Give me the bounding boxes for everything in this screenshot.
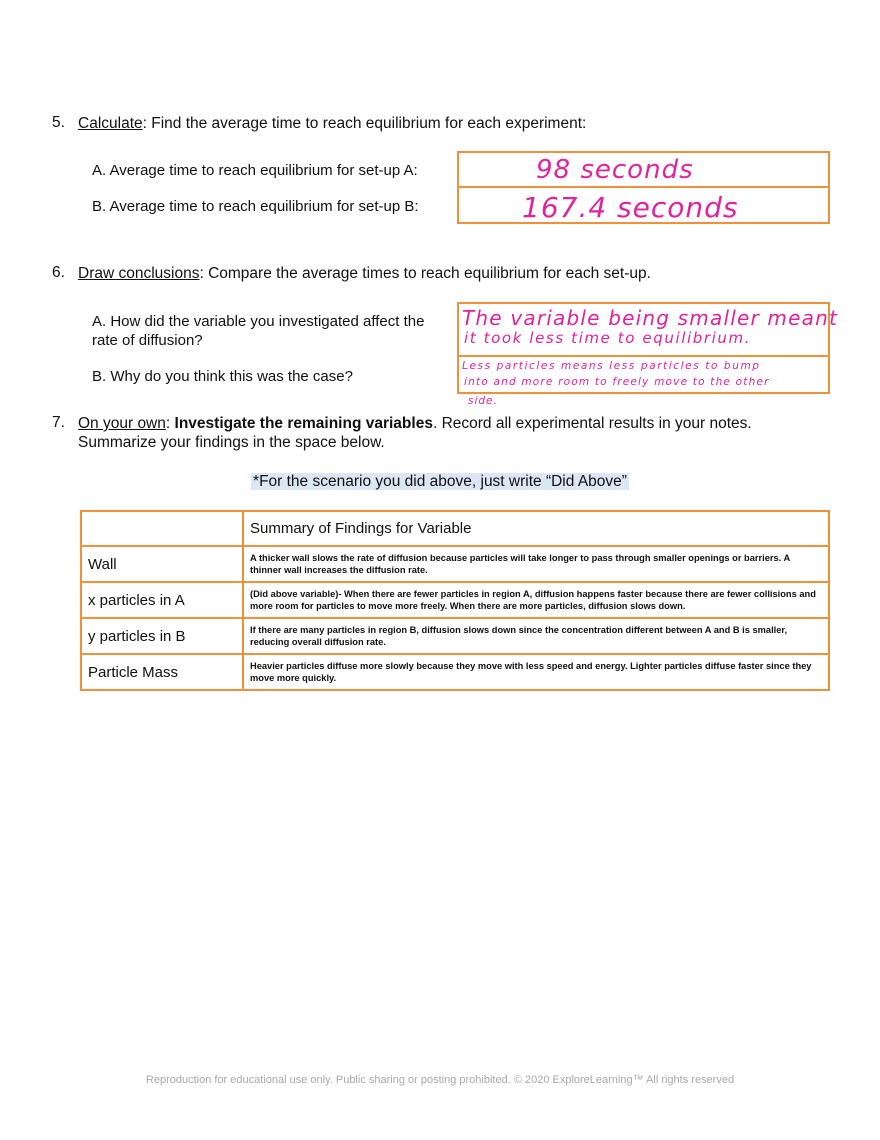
q7-bold: Investigate the remaining variables bbox=[174, 415, 433, 432]
q6-a-label-line1: A. How did the variable you investigated affect the bbox=[92, 313, 425, 330]
q6-text: : Compare the average times to reach equilibrium for each set-up. bbox=[199, 265, 651, 282]
table-corner-cell bbox=[81, 511, 243, 546]
table-header-row bbox=[81, 511, 829, 546]
row-finding[interactable]: (Did above variable)- When there are fewer particles in region A, diffusion happens faster because there are fewer collisions and more room for particles to move more freely. When there are more particles, diffusion slows down. bbox=[243, 582, 829, 618]
q5-keyword: Calculate bbox=[78, 115, 143, 132]
q5-b-label: B. Average time to reach equilibrium for set-up B: bbox=[92, 198, 419, 215]
q5-text: : Find the average time to reach equilibrium for each experiment: bbox=[142, 115, 587, 132]
table-row bbox=[81, 618, 829, 654]
row-finding[interactable]: A thicker wall slows the rate of diffusion because particles will take longer to pass through smaller openings or barriers. A thinner wall increases the diffusion rate. bbox=[243, 546, 829, 582]
q5-prompt bbox=[78, 114, 586, 133]
q5-b-answer: 167.4 seconds bbox=[522, 191, 739, 224]
q7-sep: : bbox=[165, 415, 175, 432]
q7-number: 7. bbox=[52, 414, 65, 431]
q6-b-answer-line2: into and more room to freely move to the other bbox=[464, 376, 770, 388]
q6-b-answer-line3: side. bbox=[468, 395, 498, 407]
q7-text: . Record all experimental results in your notes. bbox=[432, 415, 752, 432]
row-label: Particle Mass bbox=[81, 654, 243, 690]
q5-a-answer: 98 seconds bbox=[536, 155, 694, 185]
table-header: Summary of Findings for Variable bbox=[243, 511, 829, 546]
table-row bbox=[81, 654, 829, 690]
table-row bbox=[81, 582, 829, 618]
q7-line2: Summarize your findings in the space below. bbox=[78, 434, 385, 451]
q6-b-label: B. Why do you think this was the case? bbox=[92, 368, 353, 385]
row-label: x particles in A bbox=[81, 582, 243, 618]
q6-answer-divider bbox=[457, 355, 830, 357]
q6-a-label-line2: rate of diffusion? bbox=[92, 332, 203, 349]
summary-table bbox=[80, 510, 830, 691]
q5-a-label: A. Average time to reach equilibrium for set-up A: bbox=[92, 162, 418, 179]
q6-b-answer-line1: Less particles means less particles to bump bbox=[462, 360, 761, 372]
q7-prompt bbox=[78, 414, 752, 433]
footer-copyright: Reproduction for educational use only. Public sharing or posting prohibited. © 2020 ExploreLearning™ All rights reserved bbox=[145, 1074, 735, 1086]
row-finding[interactable]: If there are many particles in region B, diffusion slows down since the concentration different between A and B is smaller, reducing overall diffusion rate. bbox=[243, 618, 829, 654]
q5-answer-divider bbox=[457, 186, 830, 188]
row-label: Wall bbox=[81, 546, 243, 582]
q7-note: *For the scenario you did above, just write “Did Above” bbox=[253, 473, 627, 490]
q5-number: 5. bbox=[52, 114, 65, 131]
q6-keyword: Draw conclusions bbox=[78, 265, 200, 282]
table-row bbox=[81, 546, 829, 582]
q7-keyword: On your own bbox=[78, 415, 166, 432]
q6-a-answer-line1: The variable being smaller meant bbox=[462, 306, 838, 330]
row-finding[interactable]: Heavier particles diffuse more slowly because they move with less speed and energy. Lighter particles diffuse faster since they move more quickly. bbox=[243, 654, 829, 690]
q6-number: 6. bbox=[52, 264, 65, 281]
q6-prompt bbox=[78, 264, 651, 283]
q7-note-wrap bbox=[0, 472, 880, 491]
q6-a-answer-line2: it took less time to equilibrium. bbox=[464, 329, 752, 347]
row-label: y particles in B bbox=[81, 618, 243, 654]
